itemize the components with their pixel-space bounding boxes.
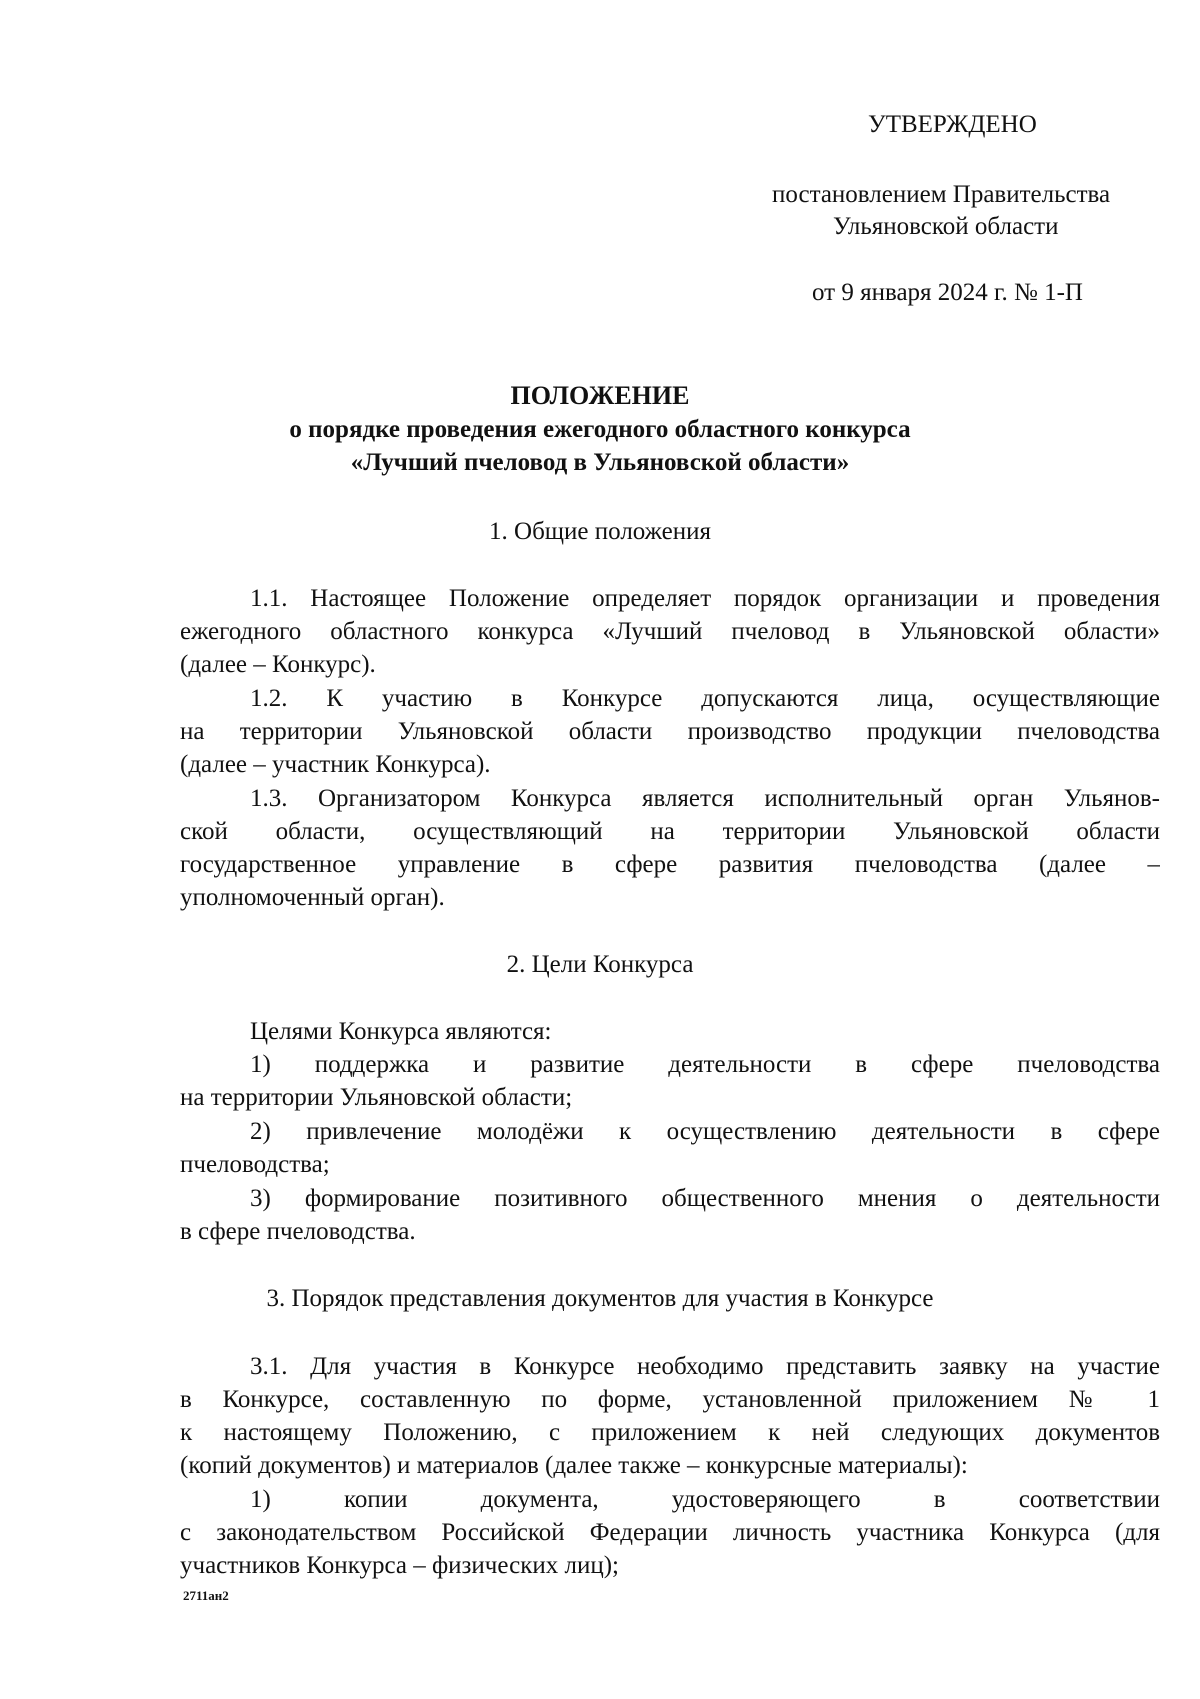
paragraph-1-1-line-2: ежегодного областного конкурса «Лучший пчеловод в Ульяновской области» <box>180 618 1160 645</box>
approval-date: от 9 января 2024 г. № 1-П <box>812 279 1083 306</box>
approval-line-1: постановлением Правительства <box>772 181 1111 208</box>
paragraph-3-1-line-4: (копий документов) и материалов (далее также – конкурсные материалы): <box>180 1452 968 1479</box>
approval-stamp: УТВЕРЖДЕНО <box>868 111 1037 138</box>
document-item-1-line-2: с законодательством Российской Федерации личность участника Конкурса (для <box>180 1519 1160 1546</box>
paragraph-1-2-line-2: на территории Ульяновской области производство продукции пчеловодства <box>180 718 1160 745</box>
goals-intro: Целями Конкурса являются: <box>250 1018 552 1045</box>
paragraph-1-3-line-2: ской области, осуществляющий на территории Ульяновской области <box>180 818 1160 845</box>
document-title: ПОЛОЖЕНИЕ <box>510 381 690 410</box>
goal-2-line-1: 2) привлечение молодёжи к осуществлению деятельности в сфере <box>250 1118 1160 1145</box>
paragraph-3-1-line-3: к настоящему Положению, с приложением к ней следующих документов <box>180 1419 1160 1446</box>
goal-3-line-1: 3) формирование позитивного общественного мнения о деятельности <box>250 1185 1160 1212</box>
paragraph-3-1-line-2: в Конкурсе, составленную по форме, установленной приложением № 1 <box>180 1386 1160 1413</box>
paragraph-3-1-line-1: 3.1. Для участия в Конкурсе необходимо представить заявку на участие <box>250 1353 1160 1380</box>
paragraph-1-2-line-1: 1.2. К участию в Конкурсе допускаются лица, осуществляющие <box>250 685 1160 712</box>
paragraph-1-2-line-3: (далее – участник Конкурса). <box>180 751 491 778</box>
section-2-heading: 2. Цели Конкурса <box>506 951 694 978</box>
document-item-1-line-1: 1) копии документа, удостоверяющего в соответствии <box>250 1486 1160 1513</box>
paragraph-1-3-line-4: уполномоченный орган). <box>180 884 445 911</box>
goal-1-line-2: на территории Ульяновской области; <box>180 1084 573 1111</box>
section-3-heading: 3. Порядок представления документов для участия в Конкурсе <box>266 1285 934 1312</box>
paragraph-1-1-line-3: (далее – Конкурс). <box>180 651 376 678</box>
approval-line-2: Ульяновской области <box>833 213 1059 240</box>
document-subtitle-1: о порядке проведения ежегодного областного конкурса <box>289 416 911 443</box>
document-subtitle-2: «Лучший пчеловод в Ульяновской области» <box>350 449 850 476</box>
paragraph-1-1-line-1: 1.1. Настоящее Положение определяет порядок организации и проведения <box>250 585 1160 612</box>
section-1-heading: 1. Общие положения <box>489 518 711 545</box>
paragraph-1-3-line-1: 1.3. Организатором Конкурса является исполнительный орган Ульянов- <box>250 785 1160 812</box>
goal-3-line-2: в сфере пчеловодства. <box>180 1218 416 1245</box>
paragraph-1-3-line-3: государственное управление в сфере развития пчеловодства (далее – <box>180 851 1160 878</box>
goal-2-line-2: пчеловодства; <box>180 1151 330 1178</box>
footer-code: 2711ан2 <box>183 1588 229 1603</box>
document-item-1-line-3: участников Конкурса – физических лиц); <box>180 1552 619 1579</box>
goal-1-line-1: 1) поддержка и развитие деятельности в сфере пчеловодства <box>250 1051 1160 1078</box>
